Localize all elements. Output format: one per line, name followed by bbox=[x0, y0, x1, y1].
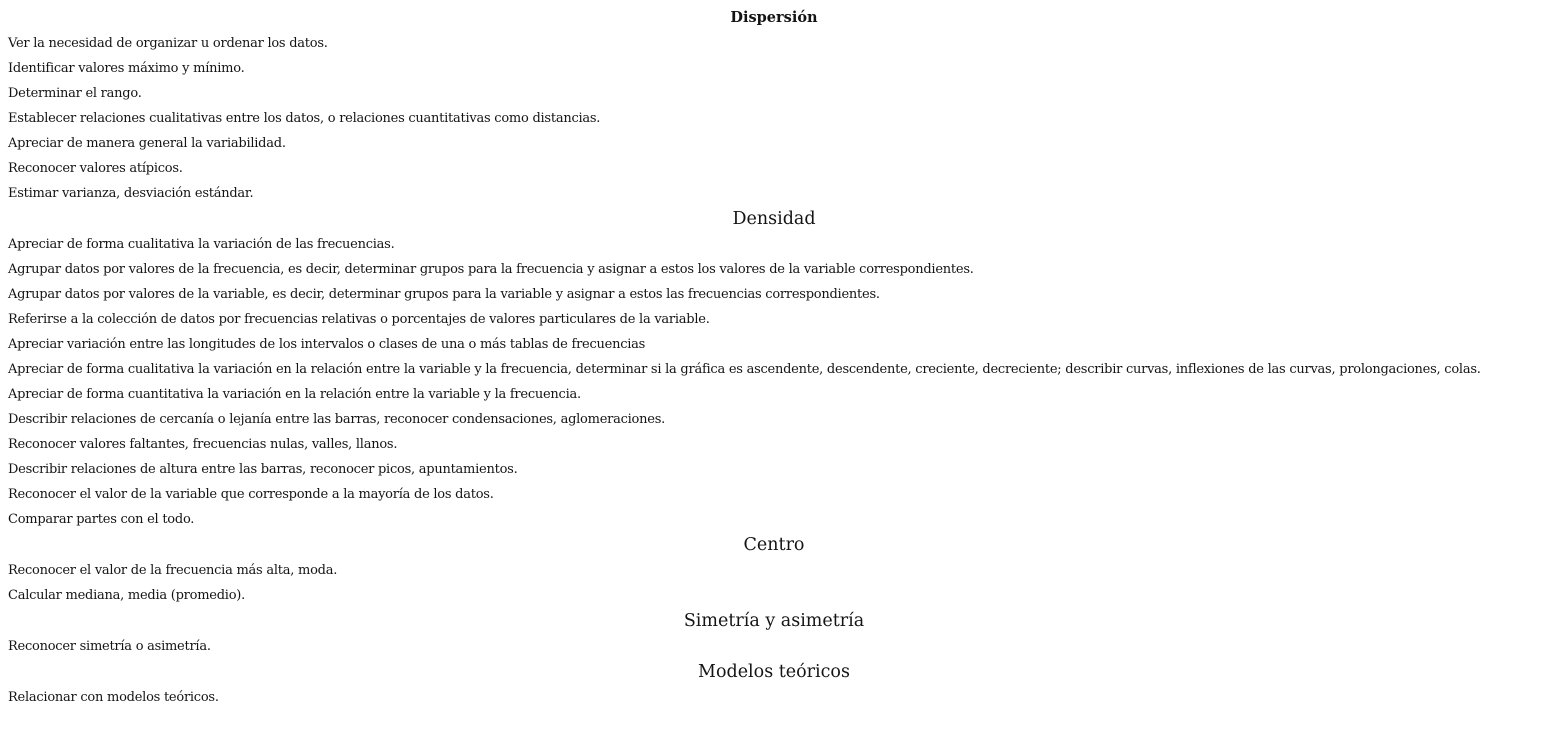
section-title-centro: Centro bbox=[743, 535, 805, 555]
list-item: Apreciar de forma cuantitativa la variación en la relación entre la variable y la frecuencia. bbox=[8, 387, 581, 402]
list-item: Apreciar de forma cualitativa la variación en la relación entre la variable y la frecuencia, determinar si la gráfica es ascendente, descendente, creciente, decreciente; describir curvas, inflexiones de las curvas, prolongaciones, colas. bbox=[8, 362, 1481, 377]
list-item: Agrupar datos por valores de la frecuencia, es decir, determinar grupos para la frecuencia y asignar a estos los valores de la variable correspondientes. bbox=[8, 262, 974, 277]
list-item: Reconocer simetría o asimetría. bbox=[8, 639, 211, 654]
list-item: Comparar partes con el todo. bbox=[8, 512, 195, 527]
list-item: Reconocer valores faltantes, frecuencias nulas, valles, llanos. bbox=[8, 437, 398, 452]
list-item: Calcular mediana, media (promedio). bbox=[8, 588, 245, 603]
list-item: Establecer relaciones cualitativas entre los datos, o relaciones cuantitativas como distancias. bbox=[8, 111, 601, 126]
list-item: Ver la necesidad de organizar u ordenar los datos. bbox=[8, 36, 328, 51]
list-item: Referirse a la colección de datos por frecuencias relativas o porcentajes de valores particulares de la variable. bbox=[8, 312, 710, 327]
list-item: Relacionar con modelos teóricos. bbox=[8, 690, 219, 705]
list-item: Apreciar de manera general la variabilidad. bbox=[8, 136, 286, 151]
list-item: Reconocer el valor de la frecuencia más alta, moda. bbox=[8, 563, 338, 578]
list-item: Determinar el rango. bbox=[8, 86, 142, 101]
list-item: Reconocer valores atípicos. bbox=[8, 161, 183, 176]
section-title-modelos: Modelos teóricos bbox=[698, 662, 850, 682]
list-item: Apreciar de forma cualitativa la variación de las frecuencias. bbox=[8, 237, 395, 252]
list-item: Describir relaciones de altura entre las barras, reconocer picos, apuntamientos. bbox=[8, 462, 518, 477]
list-item: Identificar valores máximo y mínimo. bbox=[8, 61, 245, 76]
list-item: Agrupar datos por valores de la variable, es decir, determinar grupos para la variable y asignar a estos las frecuencias correspondientes. bbox=[8, 287, 880, 302]
list-item: Describir relaciones de cercanía o lejanía entre las barras, reconocer condensaciones, aglomeraciones. bbox=[8, 412, 665, 427]
section-title-dispersion: Dispersión bbox=[730, 9, 818, 26]
section-title-simetria: Simetría y asimetría bbox=[683, 611, 865, 631]
list-item: Estimar varianza, desviación estándar. bbox=[8, 186, 254, 201]
list-item: Reconocer el valor de la variable que corresponde a la mayoría de los datos. bbox=[8, 487, 494, 502]
section-title-densidad: Densidad bbox=[732, 209, 816, 229]
list-item: Apreciar variación entre las longitudes de los intervalos o clases de una o más tablas de frecuencias bbox=[8, 337, 646, 352]
